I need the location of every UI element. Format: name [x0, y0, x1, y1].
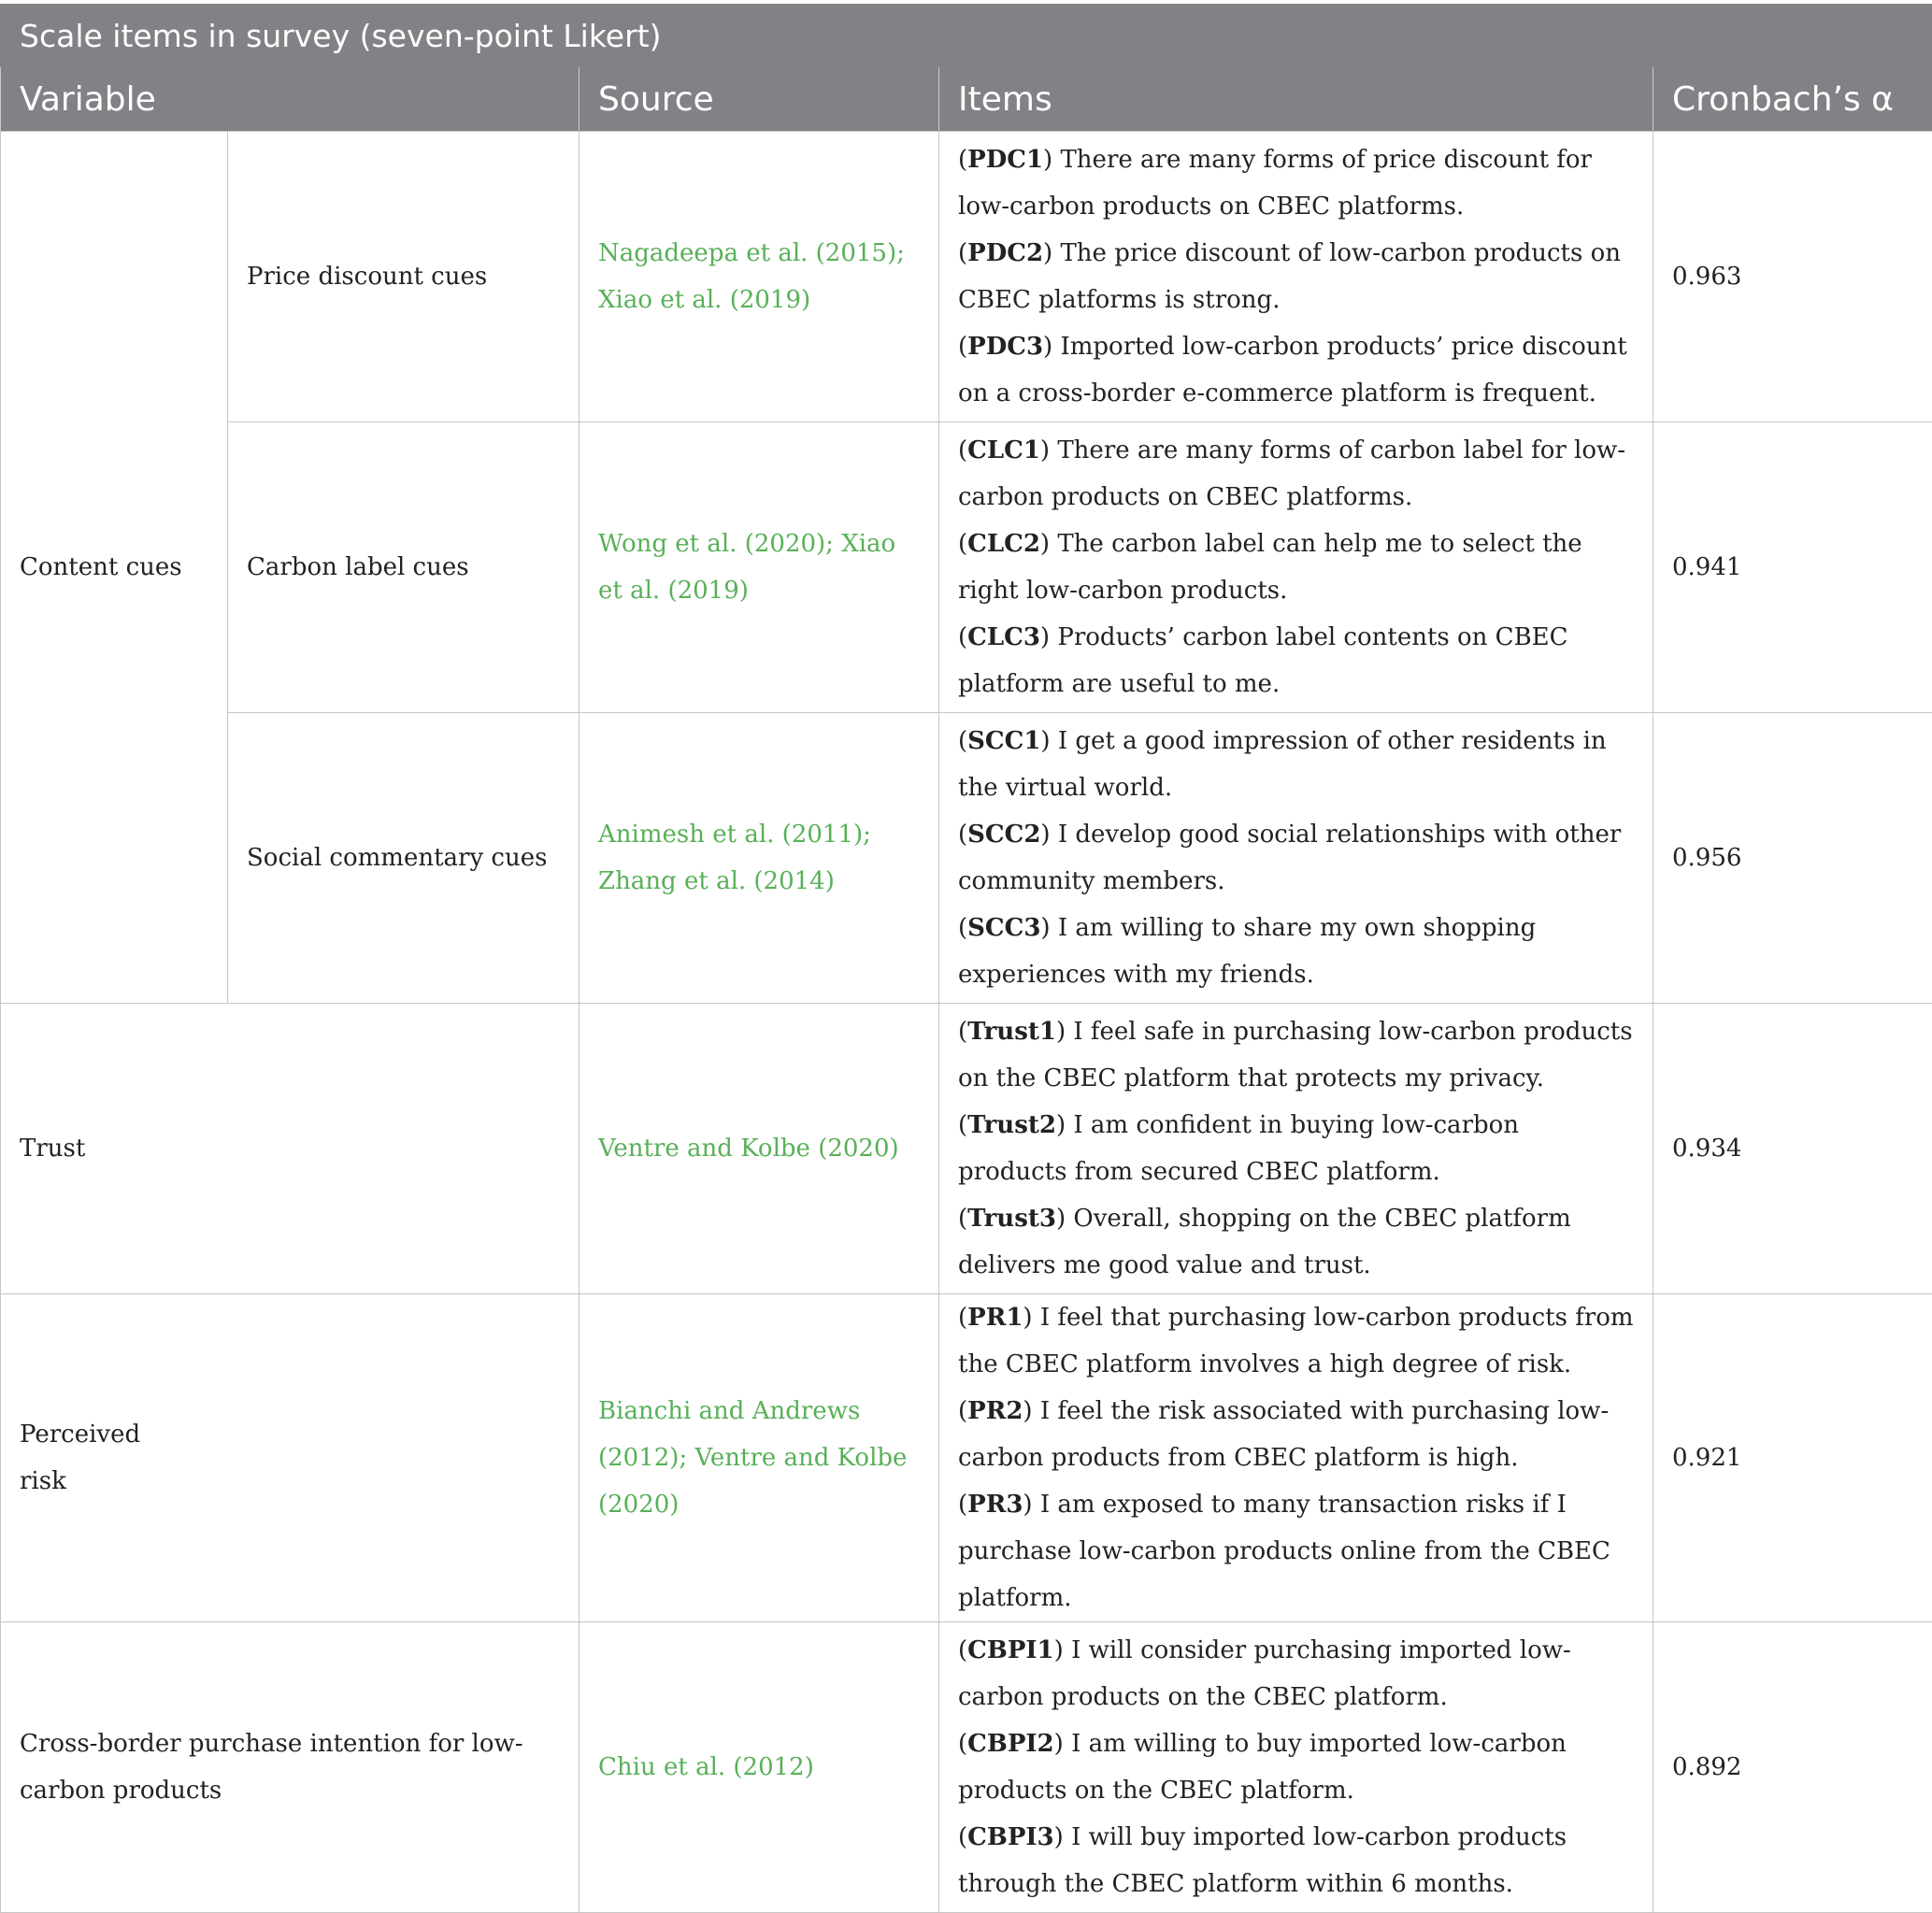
item: (CLC3) Products’ carbon label contents on CBEC platform are useful to me.: [958, 614, 1634, 707]
item-text: There are many forms of carbon label for low-carbon products on CBEC platforms.: [958, 436, 1625, 511]
alpha-cell: 0.963: [1653, 132, 1932, 422]
scale-items-table: [0, 4, 1932, 1913]
header-row: [1, 67, 1932, 132]
item: (Trust3) Overall, shopping on the CBEC platform delivers me good value and trust.: [958, 1195, 1634, 1289]
table-row: [1, 713, 1932, 1004]
items-cell: [939, 1622, 1653, 1913]
alpha-cell: 0.921: [1653, 1294, 1932, 1622]
item-code: PDC3: [967, 333, 1043, 361]
items-cell: [939, 1294, 1653, 1622]
item-text: I get a good impression of other residents in the virtual world.: [958, 727, 1607, 802]
item-text: Products’ carbon label contents on CBEC platform are useful to me.: [958, 623, 1568, 698]
table-title-row: [1, 5, 1932, 67]
variable-cell: [1, 1294, 580, 1622]
item-text: Imported low-carbon products’ price discount on a cross-border e-commerce platform is frequent.: [958, 333, 1627, 407]
item-text: I develop good social relationships with other community members.: [958, 821, 1621, 895]
item: (CBPI3) I will buy imported low-carbon products through the CBEC platform within 6 months.: [958, 1814, 1634, 1907]
item: (PDC2) The price discount of low-carbon products on CBEC platforms is strong.: [958, 230, 1634, 323]
item: (CLC1) There are many forms of carbon label for low-carbon products on CBEC platforms.: [958, 427, 1634, 521]
table-row: [1, 132, 1932, 422]
item-code: CBPI2: [967, 1730, 1053, 1758]
source-cell: Bianchi and Andrews (2012); Ventre and Kolbe (2020): [580, 1294, 939, 1622]
alpha-cell: 0.941: [1653, 422, 1932, 713]
table-row: [1, 1004, 1932, 1294]
source-cell: Chiu et al. (2012): [580, 1622, 939, 1913]
item-text: I will buy imported low-carbon products through the CBEC platform within 6 months.: [958, 1823, 1567, 1898]
item-code: PR3: [967, 1491, 1023, 1519]
item-text: I am willing to share my own shopping experiences with my friends.: [958, 914, 1536, 989]
item: (PDC3) Imported low-carbon products’ price discount on a cross-border e-commerce platform is frequent.: [958, 323, 1634, 417]
item: (Trust2) I am confident in buying low-carbon products from secured CBEC platform.: [958, 1102, 1634, 1195]
subvariable-cell: Social commentary cues: [228, 713, 580, 1004]
item-text: I am willing to buy imported low-carbon products on the CBEC platform.: [958, 1730, 1567, 1805]
header-items: Items: [939, 67, 1653, 132]
item-code: PDC1: [967, 146, 1043, 174]
item: (SCC2) I develop good social relationships with other community members.: [958, 811, 1634, 905]
item-code: PR2: [967, 1397, 1023, 1425]
item-code: SCC1: [967, 727, 1040, 755]
item-code: Trust2: [967, 1111, 1056, 1139]
item-code: CBPI3: [967, 1823, 1053, 1851]
item: (PR3) I am exposed to many transaction risks if I purchase low-carbon products online from the CBEC platform.: [958, 1481, 1634, 1621]
item: (PDC1) There are many forms of price discount for low-carbon products on CBEC platforms.: [958, 136, 1634, 230]
item-text: I am exposed to many transaction risks if I purchase low-carbon products online from the CBEC platform.: [958, 1491, 1610, 1612]
item-code: PR1: [967, 1304, 1023, 1332]
source-cell: Nagadeepa et al. (2015); Xiao et al. (2019): [580, 132, 939, 422]
item: (PR2) I feel the risk associated with purchasing low-carbon products from CBEC platform is high.: [958, 1388, 1634, 1481]
item-code: CBPI1: [967, 1636, 1053, 1664]
alpha-cell: 0.956: [1653, 713, 1932, 1004]
item: (SCC1) I get a good impression of other residents in the virtual world.: [958, 718, 1634, 811]
item-text: The price discount of low-carbon products on CBEC platforms is strong.: [958, 239, 1621, 314]
item-text: I feel that purchasing low-carbon products from the CBEC platform involves a high degree of risk.: [958, 1304, 1634, 1378]
variable-label: Perceived risk: [20, 1411, 141, 1505]
variable-cell: Content cues: [1, 132, 228, 1004]
item: (Trust1) I feel safe in purchasing low-carbon products on the CBEC platform that protects my privacy.: [958, 1008, 1634, 1102]
source-cell: Animesh et al. (2011); Zhang et al. (2014): [580, 713, 939, 1004]
table-row: [1, 422, 1932, 713]
table-row: [1, 1622, 1932, 1913]
table-row: [1, 1294, 1932, 1622]
items-cell: [939, 1004, 1653, 1294]
subvariable-cell: Carbon label cues: [228, 422, 580, 713]
item: (CBPI2) I am willing to buy imported low-carbon products on the CBEC platform.: [958, 1720, 1634, 1814]
item-code: PDC2: [967, 239, 1043, 267]
item-code: CLC1: [967, 436, 1040, 464]
source-cell: Ventre and Kolbe (2020): [580, 1004, 939, 1294]
variable-cell: Cross-border purchase intention for low-carbon products: [1, 1622, 580, 1913]
item-text: I am confident in buying low-carbon products from secured CBEC platform.: [958, 1111, 1519, 1186]
source-cell: Wong et al. (2020); Xiao et al. (2019): [580, 422, 939, 713]
item-code: Trust1: [967, 1018, 1056, 1046]
items-cell: [939, 713, 1653, 1004]
items-cell: [939, 132, 1653, 422]
variable-cell: Trust: [1, 1004, 580, 1294]
item: (SCC3) I am willing to share my own shopping experiences with my friends.: [958, 905, 1634, 998]
header-variable: Variable: [1, 67, 580, 132]
item-code: SCC2: [967, 821, 1040, 849]
item-text: The carbon label can help me to select the right low-carbon products.: [958, 530, 1582, 605]
alpha-cell: 0.934: [1653, 1004, 1932, 1294]
item-text: I feel safe in purchasing low-carbon products on the CBEC platform that protects my privacy.: [958, 1018, 1633, 1092]
item-code: SCC3: [967, 914, 1040, 942]
item: (CLC2) The carbon label can help me to select the right low-carbon products.: [958, 521, 1634, 614]
alpha-cell: 0.892: [1653, 1622, 1932, 1913]
header-alpha: Cronbach’s α: [1653, 67, 1932, 132]
item-text: Overall, shopping on the CBEC platform delivers me good value and trust.: [958, 1205, 1571, 1279]
item-text: I will consider purchasing imported low-carbon products on the CBEC platform.: [958, 1636, 1571, 1711]
items-cell: [939, 422, 1653, 713]
item-text: There are many forms of price discount for low-carbon products on CBEC platforms.: [958, 146, 1592, 221]
item: (PR1) I feel that purchasing low-carbon products from the CBEC platform involves a high degree of risk.: [958, 1294, 1634, 1388]
subvariable-cell: Price discount cues: [228, 132, 580, 422]
table-title: Scale items in survey (seven-point Likert): [1, 5, 1932, 67]
item-text: I feel the risk associated with purchasing low-carbon products from CBEC platform is high.: [958, 1397, 1609, 1472]
item: (CBPI1) I will consider purchasing imported low-carbon products on the CBEC platform.: [958, 1627, 1634, 1720]
item-code: Trust3: [967, 1205, 1056, 1233]
header-source: Source: [580, 67, 939, 132]
item-code: CLC3: [967, 623, 1040, 651]
item-code: CLC2: [967, 530, 1040, 558]
